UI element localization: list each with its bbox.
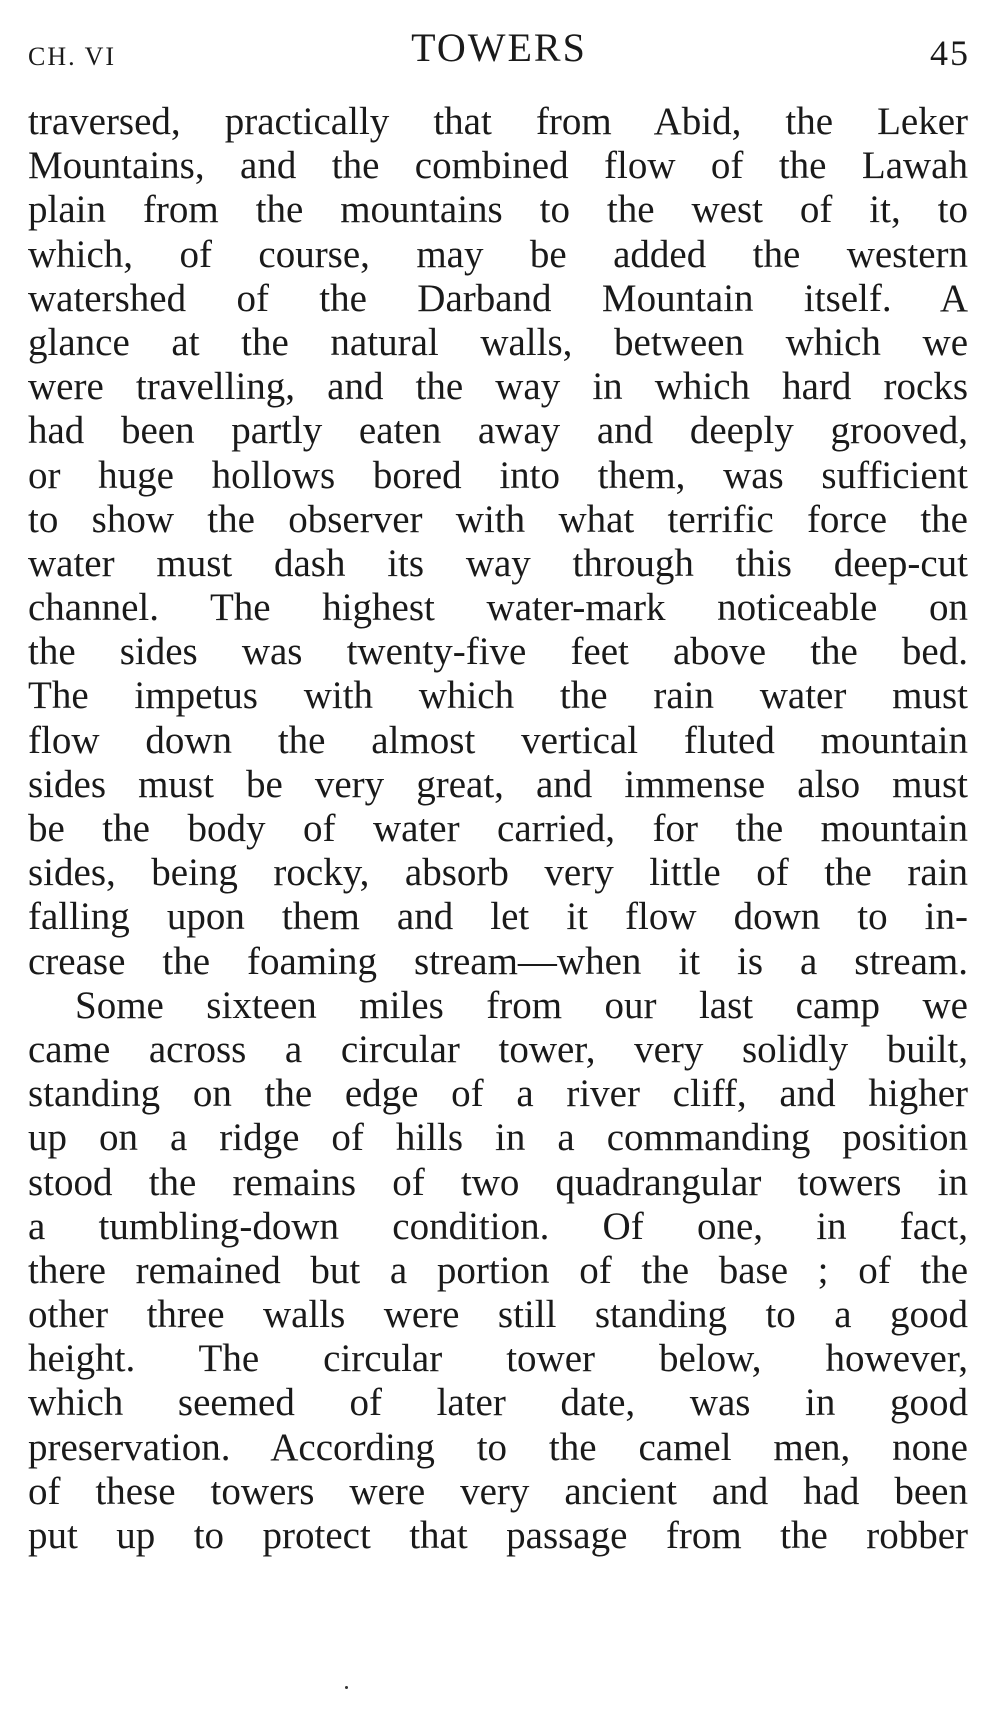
text-line: channel. The highest water-mark noticeable on <box>28 586 968 630</box>
text-line: to show the observer with what terrific force the <box>28 497 968 541</box>
text-line: had been partly eaten away and deeply grooved, <box>28 409 968 453</box>
text-line: preservation. According to the camel men, none <box>28 1425 968 1469</box>
text-line: came across a circular tower, very solidly built, <box>28 1027 968 1071</box>
text-line: of these towers were very ancient and had been <box>28 1469 968 1513</box>
text-line: a tumbling-down condition. Of one, in fact, <box>28 1204 968 1248</box>
text-line: height. The circular tower below, however, <box>28 1337 968 1381</box>
text-line: crease the foaming stream—when it is a stream. <box>28 939 968 983</box>
text-line: Mountains, and the combined flow of the Lawah <box>28 144 968 188</box>
text-line: flow down the almost vertical fluted mountain <box>28 718 968 762</box>
text-line: glance at the natural walls, between which we <box>28 320 968 364</box>
chapter-label: CH. VI <box>28 42 117 71</box>
paragraph-2 <box>28 984 968 1558</box>
chapter-title: TOWERS <box>411 25 587 70</box>
text-line: falling upon them and let it flow down to in- <box>28 895 968 939</box>
text-line: standing on the edge of a river cliff, and higher <box>28 1072 968 1116</box>
page-number: 45 <box>930 33 970 73</box>
text-line: or huge hollows bored into them, was sufficient <box>28 453 968 497</box>
text-line: were travelling, and the way in which hard rocks <box>28 365 968 409</box>
text-line: which, of course, may be added the western <box>28 232 968 276</box>
text-line: other three walls were still standing to a good <box>28 1293 968 1337</box>
text-line: up on a ridge of hills in a commanding position <box>28 1116 968 1160</box>
text-line: Some sixteen miles from our last camp we <box>75 983 968 1027</box>
body-text <box>28 100 968 1558</box>
text-line: stood the remains of two quadrangular towers in <box>28 1160 968 1204</box>
print-speck <box>345 1686 348 1689</box>
text-line: plain from the mountains to the west of it, to <box>28 188 968 232</box>
text-line: there remained but a portion of the base ; of the <box>28 1248 968 1292</box>
text-line: put up to protect that passage from the robber <box>28 1514 968 1557</box>
text-line: sides must be very great, and immense also must <box>28 762 968 806</box>
text-line: watershed of the Darband Mountain itself. A <box>28 276 968 320</box>
paragraph-1 <box>28 100 968 984</box>
text-line: which seemed of later date, was in good <box>28 1381 968 1425</box>
text-line: sides, being rocky, absorb very little of the rain <box>28 851 968 895</box>
text-line: be the body of water carried, for the mountain <box>28 807 968 850</box>
text-line: traversed, practically that from Abid, the Leker <box>28 100 968 143</box>
text-line: the sides was twenty-five feet above the bed. <box>28 630 968 674</box>
text-line: water must dash its way through this deep-cut <box>28 541 968 585</box>
running-head <box>28 22 970 82</box>
text-line: The impetus with which the rain water must <box>28 674 968 718</box>
